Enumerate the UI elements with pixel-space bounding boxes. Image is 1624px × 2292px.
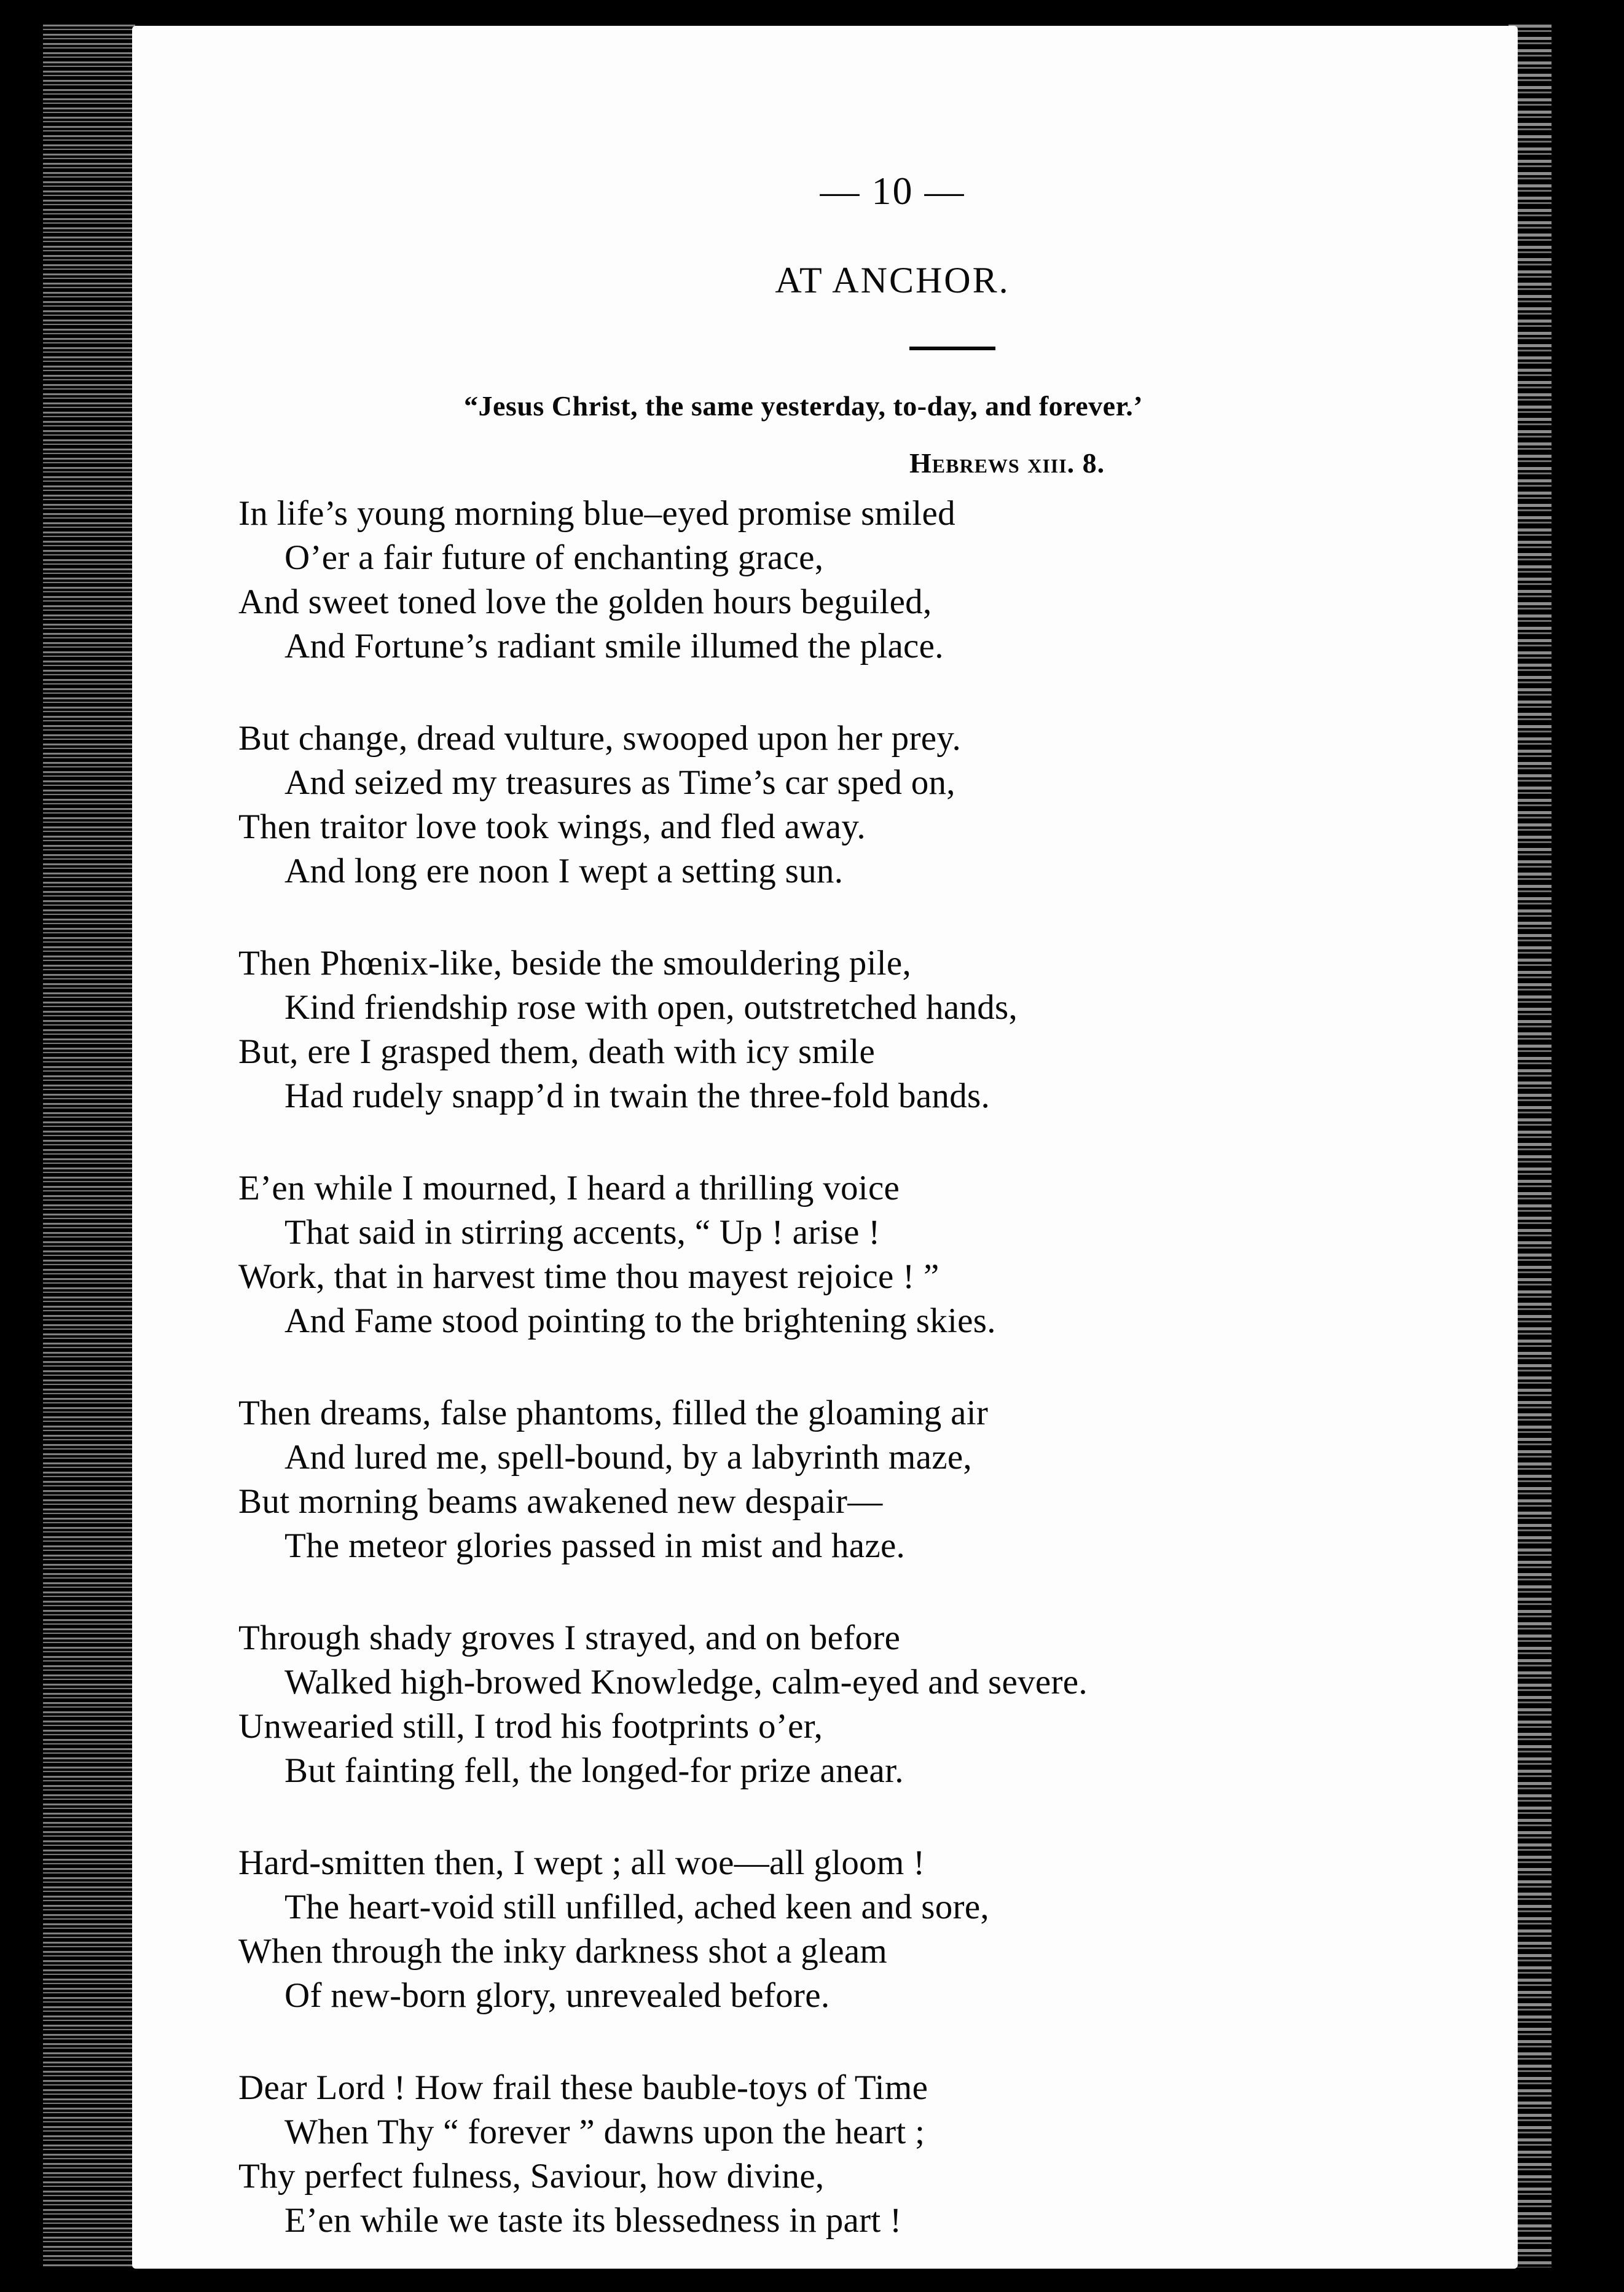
poem-line: But change, dread vulture, swooped upon her prey. [238,719,961,758]
poem-line: But morning beams awakened new despair— [238,1482,883,1521]
poem-line: Hard-smitten then, I wept ; all woe—all gloom ! [238,1843,925,1882]
scan-edge-left [43,25,135,2267]
poem-line: In life’s young morning blue–eyed promise smiled [238,494,955,533]
poem-line: Unwearied still, I trod his footprints o’er, [238,1707,823,1746]
page-number: — 10 — [820,169,965,213]
poem-line: And sweet toned love the golden hours beguiled, [238,583,932,621]
epigraph-quote: “Jesus Christ, the same yesterday, to-day, and forever.’ [464,390,1143,422]
poem-line: And Fame stood pointing to the brightening skies. [284,1301,996,1340]
poem-line: And lured me, spell-bound, by a labyrinth maze, [284,1438,972,1477]
poem-line: That said in stirring accents, “ Up ! arise ! [284,1213,881,1252]
poem-line: Dear Lord ! How frail these bauble-toys of Time [238,2068,928,2107]
poem-line: Through shady groves I strayed, and on before [238,1619,901,1657]
stanza [238,492,1498,669]
stanza [238,941,1498,1118]
poem-line: Thy perfect fulness, Saviour, how divine, [238,2157,825,2196]
stanza [238,1841,1498,2018]
poem-line: The heart-void still unfilled, ached keen and sore, [284,1888,989,1926]
poem-line: But, ere I grasped them, death with icy smile [238,1032,876,1071]
poem-line: The meteor glories passed in mist and haze. [284,1526,906,1565]
poem-line: Kind friendship rose with open, outstretched hands, [284,988,1018,1027]
stanza [238,716,1498,893]
poem-line: But fainting fell, the longed-for prize anear. [284,1751,904,1790]
title-rule [909,347,995,350]
stanza [238,1391,1498,1568]
stanza [238,1166,1498,1343]
poem-line: Then Phœnix-like, beside the smouldering pile, [238,944,912,983]
poem-line: E’en while I mourned, I heard a thrilling voice [238,1169,900,1207]
poem-line: Work, that in harvest time thou mayest rejoice ! ” [238,1257,939,1296]
stanza [238,1616,1498,1793]
poem-line: Then dreams, false phantoms, filled the gloaming air [238,1394,989,1432]
poem-line: And long ere noon I wept a setting sun. [284,852,844,890]
poem-line: O’er a fair future of enchanting grace, [284,538,824,577]
epigraph-source: Hebrews xiii. 8. [909,447,1105,479]
poem-line: Of new-born glory, unrevealed before. [284,1976,830,2015]
poem-line: Walked high-browed Knowledge, calm-eyed and severe. [284,1663,1088,1701]
poem-line: E’en while we taste its blessedness in part ! [284,2201,902,2240]
poem-line: And seized my treasures as Time’s car sped on, [284,763,955,802]
poem-line: Had rudely snapp’d in twain the three-fold bands. [284,1077,990,1115]
poem-line: Then traitor love took wings, and fled away. [238,807,866,846]
stanza [238,2066,1498,2243]
poem-body [238,492,1498,2291]
poem-line: When Thy “ forever ” dawns upon the heart ; [284,2113,925,2151]
poem-line: And Fortune’s radiant smile illumed the place. [284,627,944,665]
poem-line: When through the inky darkness shot a gleam [238,1932,888,1971]
poem-title: AT ANCHOR. [775,260,1010,300]
